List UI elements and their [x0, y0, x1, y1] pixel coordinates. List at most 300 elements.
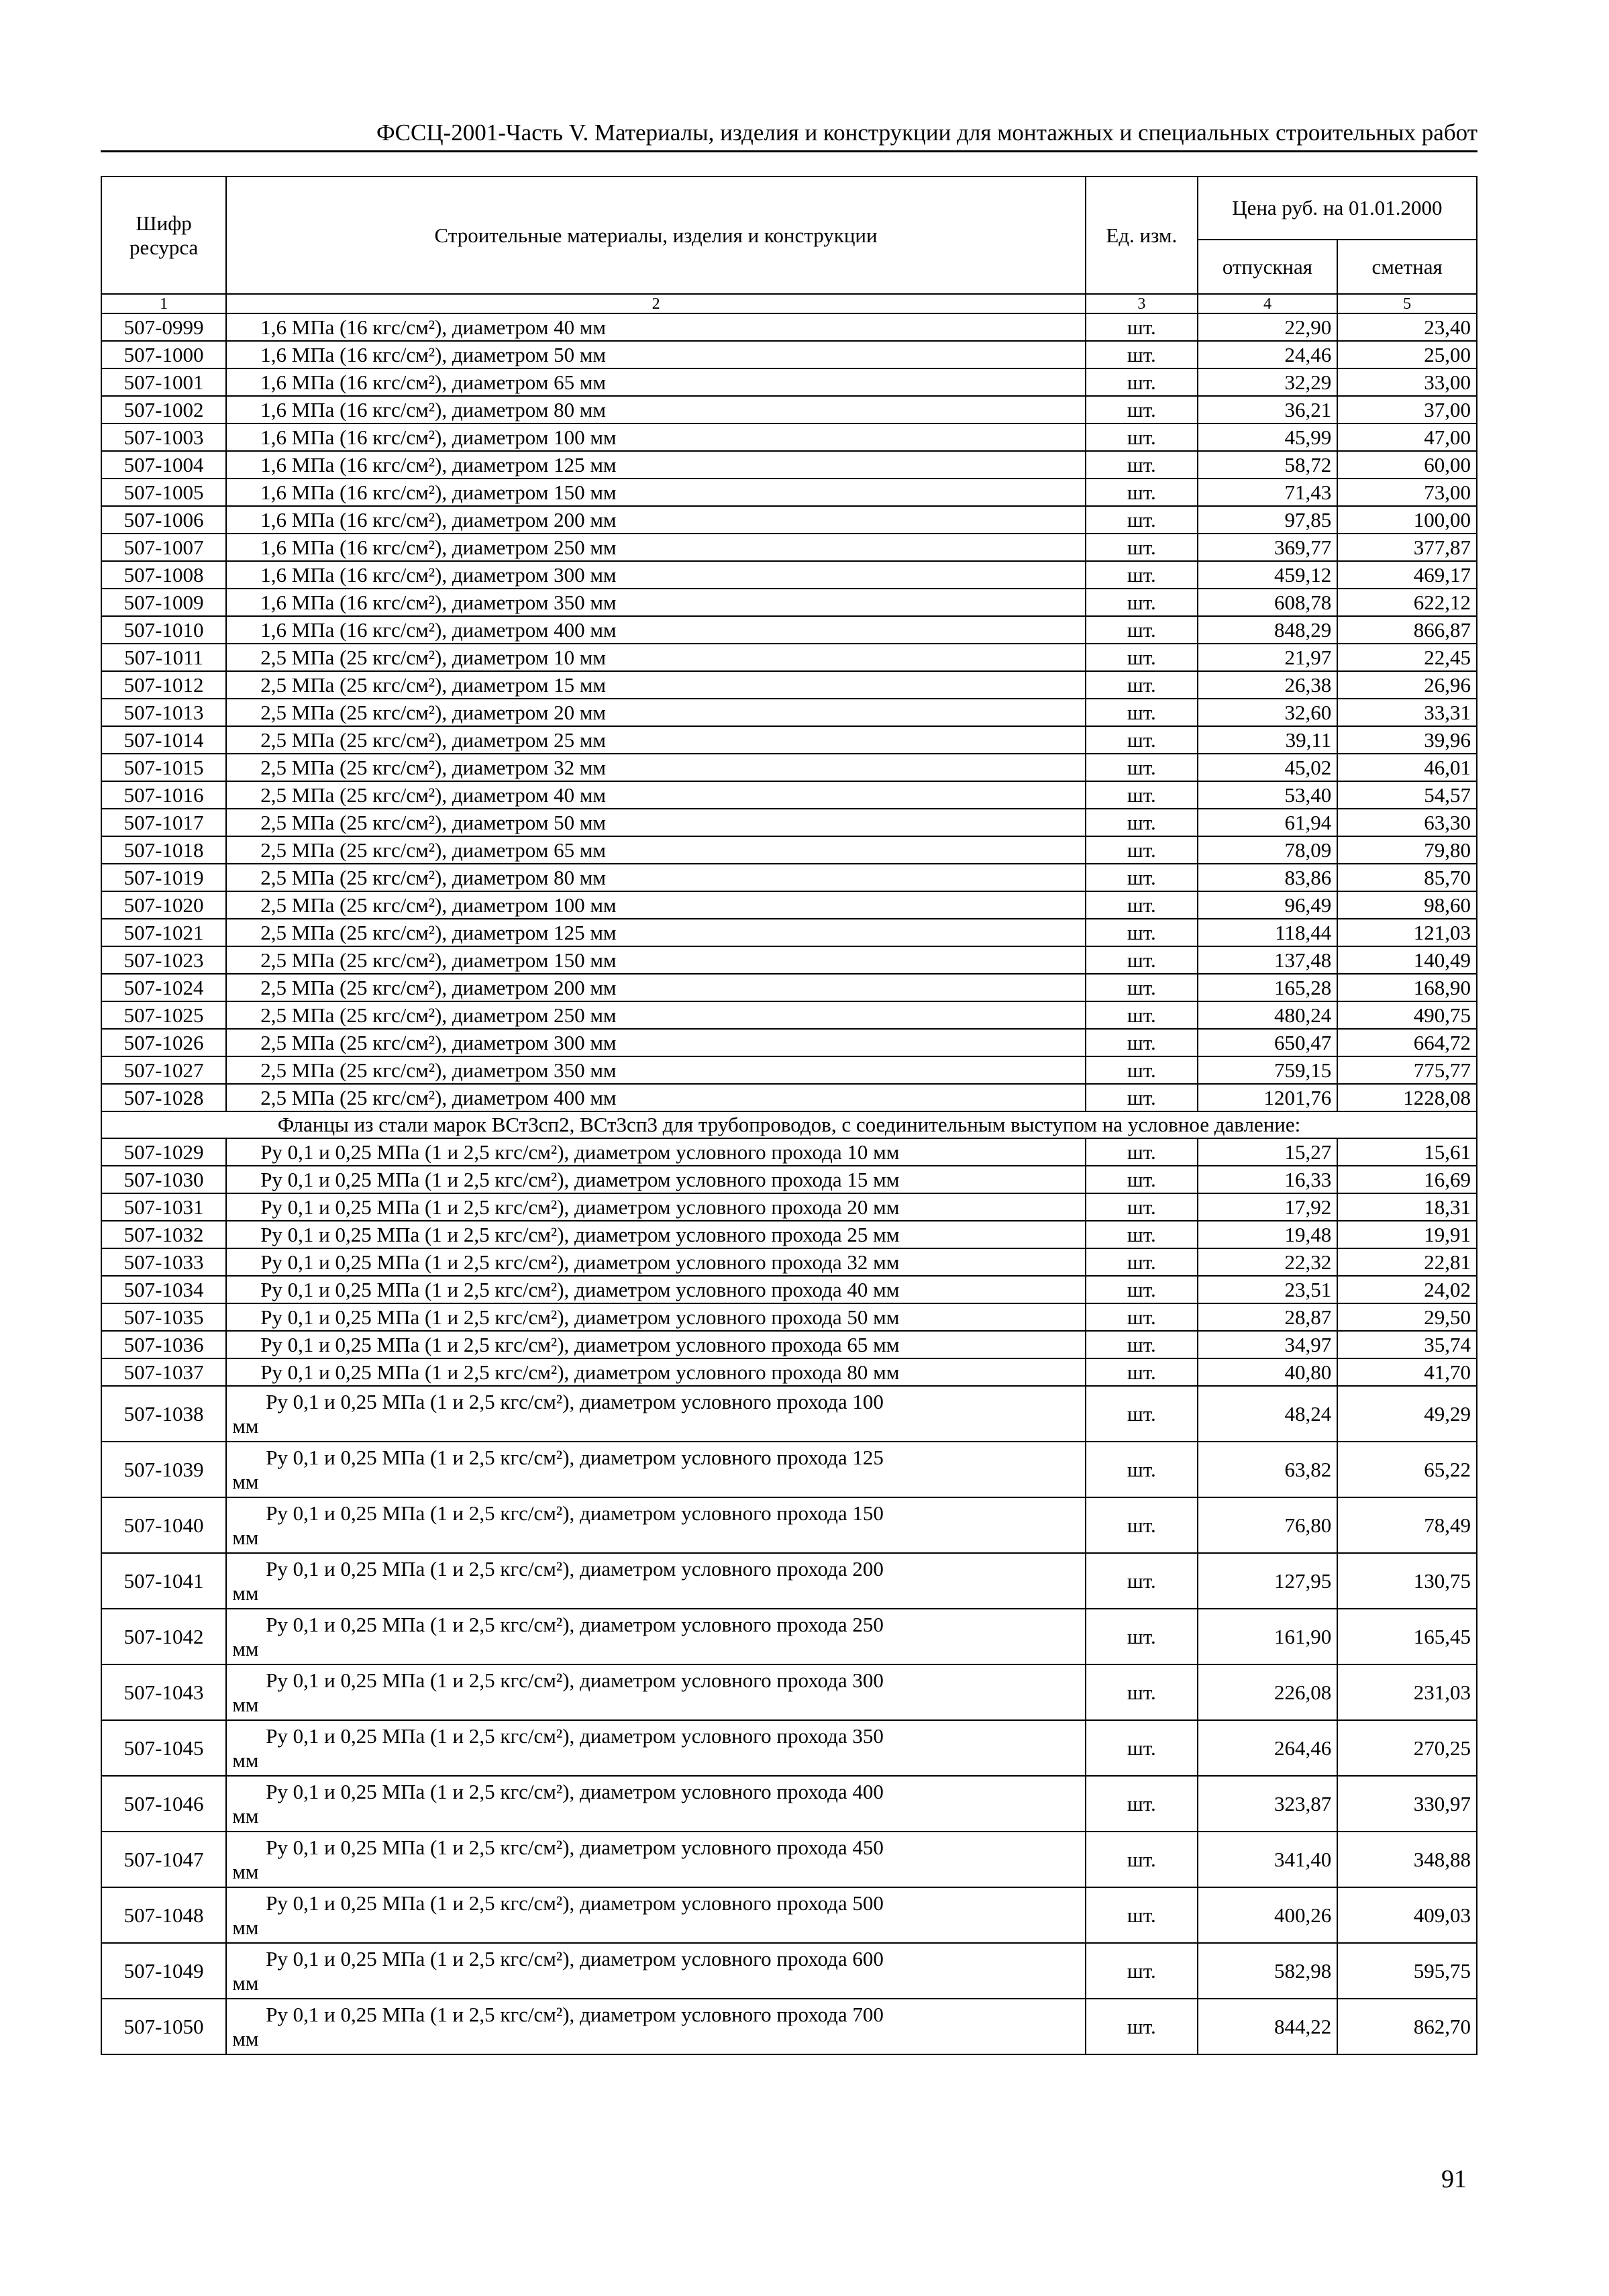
unit-of-measure: шт. — [1086, 699, 1198, 726]
description-line-1: Ру 0,1 и 0,25 МПа (1 и 2,5 кгс/см²), диаметром условного прохода 700 — [266, 2002, 884, 2026]
unit-of-measure: шт. — [1086, 1609, 1198, 1664]
table-row — [101, 809, 1477, 836]
estimate-price: 231,03 — [1337, 1664, 1477, 1720]
unit-of-measure: шт. — [1086, 1999, 1198, 2054]
estimate-price: 490,75 — [1337, 1001, 1477, 1029]
estimate-price: 168,90 — [1337, 974, 1477, 1001]
resource-code: 507-1025 — [101, 1001, 226, 1029]
unit-of-measure: шт. — [1086, 919, 1198, 946]
unit-of-measure: шт. — [1086, 1664, 1198, 1720]
table-row — [101, 1999, 1477, 2054]
estimate-price: 54,57 — [1337, 781, 1477, 809]
estimate-price: 39,96 — [1337, 726, 1477, 754]
estimate-price: 165,45 — [1337, 1609, 1477, 1664]
estimate-price: 37,00 — [1337, 396, 1477, 423]
resource-code: 507-1016 — [101, 781, 226, 809]
table-row — [101, 1386, 1477, 1442]
item-description: Ру 0,1 и 0,25 МПа (1 и 2,5 кгс/см²), диаметром условного прохода 32 мм — [226, 1248, 1086, 1276]
table-row — [101, 1609, 1477, 1664]
unit-of-measure: шт. — [1086, 396, 1198, 423]
unit-of-measure: шт. — [1086, 1084, 1198, 1111]
release-price: 22,90 — [1198, 313, 1338, 341]
estimate-price: 130,75 — [1337, 1553, 1477, 1609]
unit-of-measure: шт. — [1086, 1248, 1198, 1276]
table-row — [101, 836, 1477, 864]
release-price: 264,46 — [1198, 1720, 1338, 1776]
release-price: 459,12 — [1198, 561, 1338, 589]
resource-code: 507-1026 — [101, 1029, 226, 1056]
page-number: 91 — [1441, 2165, 1467, 2193]
table-row — [101, 368, 1477, 396]
unit-of-measure: шт. — [1086, 726, 1198, 754]
release-price: 21,97 — [1198, 644, 1338, 671]
resource-code: 507-1033 — [101, 1248, 226, 1276]
release-price: 53,40 — [1198, 781, 1338, 809]
table-row — [101, 781, 1477, 809]
table-row — [101, 616, 1477, 644]
item-description — [226, 1553, 1086, 1609]
release-price: 17,92 — [1198, 1193, 1338, 1221]
estimate-price: 33,00 — [1337, 368, 1477, 396]
description-line-2: мм — [232, 1970, 259, 1995]
estimate-price: 26,96 — [1337, 671, 1477, 699]
item-description: 1,6 МПа (16 кгс/см²), диаметром 100 мм — [226, 423, 1086, 451]
item-description: 1,6 МПа (16 кгс/см²), диаметром 200 мм — [226, 506, 1086, 534]
estimate-price: 73,00 — [1337, 479, 1477, 506]
estimate-price: 270,25 — [1337, 1720, 1477, 1776]
column-header-estimate-price: сметная — [1337, 240, 1477, 294]
release-price: 97,85 — [1198, 506, 1338, 534]
unit-of-measure: шт. — [1086, 1887, 1198, 1943]
description-line-2: мм — [232, 1413, 259, 1438]
release-price: 71,43 — [1198, 479, 1338, 506]
table-row — [101, 1664, 1477, 1720]
item-description: 2,5 МПа (25 кгс/см²), диаметром 10 мм — [226, 644, 1086, 671]
item-description: Ру 0,1 и 0,25 МПа (1 и 2,5 кгс/см²), диаметром условного прохода 15 мм — [226, 1166, 1086, 1193]
unit-of-measure: шт. — [1086, 313, 1198, 341]
table-row — [101, 1221, 1477, 1248]
unit-of-measure: шт. — [1086, 1358, 1198, 1386]
item-description: 2,5 МПа (25 кгс/см²), диаметром 350 мм — [226, 1056, 1086, 1084]
table-row — [101, 891, 1477, 919]
column-header-release-price: отпускная — [1198, 240, 1338, 294]
item-description: Ру 0,1 и 0,25 МПа (1 и 2,5 кгс/см²), диаметром условного прохода 80 мм — [226, 1358, 1086, 1386]
description-line-2: мм — [232, 1859, 259, 1883]
unit-of-measure: шт. — [1086, 1193, 1198, 1221]
unit-of-measure: шт. — [1086, 754, 1198, 781]
item-description: 2,5 МПа (25 кгс/см²), диаметром 20 мм — [226, 699, 1086, 726]
unit-of-measure: шт. — [1086, 423, 1198, 451]
estimate-price: 65,22 — [1337, 1442, 1477, 1497]
resource-code: 507-1032 — [101, 1221, 226, 1248]
estimate-price: 140,49 — [1337, 946, 1477, 974]
estimate-price: 121,03 — [1337, 919, 1477, 946]
release-price: 844,22 — [1198, 1999, 1338, 2054]
unit-of-measure: шт. — [1086, 1276, 1198, 1303]
release-price: 127,95 — [1198, 1553, 1338, 1609]
item-description: 2,5 МПа (25 кгс/см²), диаметром 300 мм — [226, 1029, 1086, 1056]
table-row — [101, 1497, 1477, 1553]
estimate-price: 16,69 — [1337, 1166, 1477, 1193]
description-line-2: мм — [232, 1803, 259, 1828]
resource-code: 507-1003 — [101, 423, 226, 451]
item-description: 1,6 МПа (16 кгс/см²), диаметром 400 мм — [226, 616, 1086, 644]
estimate-price: 33,31 — [1337, 699, 1477, 726]
column-number: 5 — [1337, 294, 1477, 313]
resource-code: 507-1009 — [101, 589, 226, 616]
resource-code: 507-1007 — [101, 534, 226, 561]
unit-of-measure: шт. — [1086, 1553, 1198, 1609]
unit-of-measure: шт. — [1086, 1943, 1198, 1999]
description-line-2: мм — [232, 1915, 259, 1939]
estimate-price: 664,72 — [1337, 1029, 1477, 1056]
estimate-price: 29,50 — [1337, 1303, 1477, 1331]
description-line-2: мм — [232, 1692, 259, 1716]
description-line-1: Ру 0,1 и 0,25 МПа (1 и 2,5 кгс/см²), диаметром условного прохода 100 — [266, 1389, 884, 1413]
table-row — [101, 671, 1477, 699]
estimate-price: 19,91 — [1337, 1221, 1477, 1248]
estimate-price: 23,40 — [1337, 313, 1477, 341]
item-description — [226, 1943, 1086, 1999]
resource-code: 507-1014 — [101, 726, 226, 754]
resource-code: 507-1047 — [101, 1832, 226, 1887]
table-row — [101, 1276, 1477, 1303]
resource-code: 507-1039 — [101, 1442, 226, 1497]
estimate-price: 775,77 — [1337, 1056, 1477, 1084]
estimate-price: 25,00 — [1337, 341, 1477, 368]
resource-code: 507-1036 — [101, 1331, 226, 1358]
estimate-price: 24,02 — [1337, 1276, 1477, 1303]
item-description — [226, 1999, 1086, 2054]
resource-code: 507-1041 — [101, 1553, 226, 1609]
table-row — [101, 1248, 1477, 1276]
item-description: 2,5 МПа (25 кгс/см²), диаметром 250 мм — [226, 1001, 1086, 1029]
release-price: 323,87 — [1198, 1776, 1338, 1832]
resource-code: 507-1048 — [101, 1887, 226, 1943]
estimate-price: 1228,08 — [1337, 1084, 1477, 1111]
release-price: 61,94 — [1198, 809, 1338, 836]
description-line-1: Ру 0,1 и 0,25 МПа (1 и 2,5 кгс/см²), диаметром условного прохода 250 — [266, 1612, 884, 1636]
table-row — [101, 1001, 1477, 1029]
resource-code: 507-1037 — [101, 1358, 226, 1386]
release-price: 582,98 — [1198, 1943, 1338, 1999]
item-description: 2,5 МПа (25 кгс/см²), диаметром 150 мм — [226, 946, 1086, 974]
resource-code: 507-1023 — [101, 946, 226, 974]
resource-code: 507-1019 — [101, 864, 226, 891]
resource-code: 507-1011 — [101, 644, 226, 671]
description-line-2: мм — [232, 1748, 259, 1772]
resource-code: 507-1050 — [101, 1999, 226, 2054]
estimate-price: 47,00 — [1337, 423, 1477, 451]
release-price: 369,77 — [1198, 534, 1338, 561]
column-header-code: Шифр ресурса — [101, 177, 226, 294]
resource-code: 507-1031 — [101, 1193, 226, 1221]
unit-of-measure: шт. — [1086, 1497, 1198, 1553]
unit-of-measure: шт. — [1086, 1776, 1198, 1832]
description-line-2: мм — [232, 2026, 259, 2050]
release-price: 650,47 — [1198, 1029, 1338, 1056]
unit-of-measure: шт. — [1086, 1056, 1198, 1084]
estimate-price: 60,00 — [1337, 451, 1477, 479]
table-row — [101, 1553, 1477, 1609]
table-row — [101, 1056, 1477, 1084]
estimate-price: 15,61 — [1337, 1138, 1477, 1166]
unit-of-measure: шт. — [1086, 946, 1198, 974]
description-line-1: Ру 0,1 и 0,25 МПа (1 и 2,5 кгс/см²), диаметром условного прохода 300 — [266, 1668, 884, 1692]
release-price: 76,80 — [1198, 1497, 1338, 1553]
item-description: 1,6 МПа (16 кгс/см²), диаметром 250 мм — [226, 534, 1086, 561]
estimate-price: 866,87 — [1337, 616, 1477, 644]
resource-code: 507-1049 — [101, 1943, 226, 1999]
estimate-price: 46,01 — [1337, 754, 1477, 781]
estimate-price: 63,30 — [1337, 809, 1477, 836]
release-price: 24,46 — [1198, 341, 1338, 368]
item-description: 1,6 МПа (16 кгс/см²), диаметром 125 мм — [226, 451, 1086, 479]
item-description — [226, 1887, 1086, 1943]
column-number: 3 — [1086, 294, 1198, 313]
resource-code: 507-1035 — [101, 1303, 226, 1331]
table-row — [101, 1720, 1477, 1776]
resource-code: 507-1005 — [101, 479, 226, 506]
table-row — [101, 1303, 1477, 1331]
resource-code: 507-1040 — [101, 1497, 226, 1553]
resource-code: 507-1012 — [101, 671, 226, 699]
description-line-1: Ру 0,1 и 0,25 МПа (1 и 2,5 кгс/см²), диаметром условного прохода 450 — [266, 1835, 884, 1859]
resource-code: 507-0999 — [101, 313, 226, 341]
table-row — [101, 561, 1477, 589]
release-price: 137,48 — [1198, 946, 1338, 974]
resource-code: 507-1043 — [101, 1664, 226, 1720]
table-row — [101, 699, 1477, 726]
item-description: Ру 0,1 и 0,25 МПа (1 и 2,5 кгс/см²), диаметром условного прохода 20 мм — [226, 1193, 1086, 1221]
unit-of-measure: шт. — [1086, 451, 1198, 479]
item-description: 2,5 МПа (25 кгс/см²), диаметром 200 мм — [226, 974, 1086, 1001]
estimate-price: 409,03 — [1337, 1887, 1477, 1943]
item-description: Ру 0,1 и 0,25 МПа (1 и 2,5 кгс/см²), диаметром условного прохода 65 мм — [226, 1331, 1086, 1358]
unit-of-measure: шт. — [1086, 1331, 1198, 1358]
table-row — [101, 506, 1477, 534]
item-description: 2,5 МПа (25 кгс/см²), диаметром 65 мм — [226, 836, 1086, 864]
resource-code: 507-1029 — [101, 1138, 226, 1166]
resource-code: 507-1004 — [101, 451, 226, 479]
table-row — [101, 341, 1477, 368]
resource-code: 507-1042 — [101, 1609, 226, 1664]
release-price: 19,48 — [1198, 1221, 1338, 1248]
item-description: 2,5 МПа (25 кгс/см²), диаметром 80 мм — [226, 864, 1086, 891]
table-row — [101, 396, 1477, 423]
column-number: 2 — [226, 294, 1086, 313]
unit-of-measure: шт. — [1086, 891, 1198, 919]
release-price: 226,08 — [1198, 1664, 1338, 1720]
item-description: 1,6 МПа (16 кгс/см²), диаметром 150 мм — [226, 479, 1086, 506]
table-row — [101, 946, 1477, 974]
resource-code: 507-1034 — [101, 1276, 226, 1303]
resource-code: 507-1020 — [101, 891, 226, 919]
unit-of-measure: шт. — [1086, 368, 1198, 396]
release-price: 48,24 — [1198, 1386, 1338, 1442]
release-price: 32,60 — [1198, 699, 1338, 726]
resource-code: 507-1021 — [101, 919, 226, 946]
table-row — [101, 919, 1477, 946]
item-description: Ру 0,1 и 0,25 МПа (1 и 2,5 кгс/см²), диаметром условного прохода 40 мм — [226, 1276, 1086, 1303]
description-line-1: Ру 0,1 и 0,25 МПа (1 и 2,5 кгс/см²), диаметром условного прохода 125 — [266, 1445, 884, 1469]
release-price: 34,97 — [1198, 1331, 1338, 1358]
table-row — [101, 1193, 1477, 1221]
release-price: 1201,76 — [1198, 1084, 1338, 1111]
unit-of-measure: шт. — [1086, 1138, 1198, 1166]
item-description: 2,5 МПа (25 кгс/см²), диаметром 15 мм — [226, 671, 1086, 699]
section-title: Фланцы из стали марок ВСт3сп2, ВСт3сп3 для трубопроводов, с соединительным выступом на условное давление: — [101, 1111, 1477, 1138]
description-line-1: Ру 0,1 и 0,25 МПа (1 и 2,5 кгс/см²), диаметром условного прохода 350 — [266, 1724, 884, 1748]
estimate-price: 18,31 — [1337, 1193, 1477, 1221]
release-price: 341,40 — [1198, 1832, 1338, 1887]
release-price: 16,33 — [1198, 1166, 1338, 1193]
release-price: 118,44 — [1198, 919, 1338, 946]
release-price: 161,90 — [1198, 1609, 1338, 1664]
description-line-2: мм — [232, 1525, 259, 1549]
item-description — [226, 1609, 1086, 1664]
item-description: 2,5 МПа (25 кгс/см²), диаметром 25 мм — [226, 726, 1086, 754]
release-price: 28,87 — [1198, 1303, 1338, 1331]
item-description: 1,6 МПа (16 кгс/см²), диаметром 300 мм — [226, 561, 1086, 589]
release-price: 63,82 — [1198, 1442, 1338, 1497]
unit-of-measure: шт. — [1086, 1442, 1198, 1497]
description-line-1: Ру 0,1 и 0,25 МПа (1 и 2,5 кгс/см²), диаметром условного прохода 400 — [266, 1779, 884, 1803]
item-description: 1,6 МПа (16 кгс/см²), диаметром 65 мм — [226, 368, 1086, 396]
estimate-price: 330,97 — [1337, 1776, 1477, 1832]
estimate-price: 469,17 — [1337, 561, 1477, 589]
resource-code: 507-1038 — [101, 1386, 226, 1442]
table-row — [101, 1887, 1477, 1943]
item-description: Ру 0,1 и 0,25 МПа (1 и 2,5 кгс/см²), диаметром условного прохода 50 мм — [226, 1303, 1086, 1331]
item-description: 1,6 МПа (16 кгс/см²), диаметром 80 мм — [226, 396, 1086, 423]
item-description — [226, 1442, 1086, 1497]
resource-code: 507-1027 — [101, 1056, 226, 1084]
table-row — [101, 1138, 1477, 1166]
release-price: 96,49 — [1198, 891, 1338, 919]
release-price: 608,78 — [1198, 589, 1338, 616]
unit-of-measure: шт. — [1086, 1720, 1198, 1776]
table-row — [101, 1943, 1477, 1999]
resource-code: 507-1046 — [101, 1776, 226, 1832]
table-row — [101, 1776, 1477, 1832]
section-row — [101, 1111, 1477, 1138]
description-line-1: Ру 0,1 и 0,25 МПа (1 и 2,5 кгс/см²), диаметром условного прохода 500 — [266, 1891, 884, 1915]
release-price: 39,11 — [1198, 726, 1338, 754]
resource-code: 507-1008 — [101, 561, 226, 589]
unit-of-measure: шт. — [1086, 1303, 1198, 1331]
resource-code: 507-1028 — [101, 1084, 226, 1111]
unit-of-measure: шт. — [1086, 974, 1198, 1001]
resource-code: 507-1002 — [101, 396, 226, 423]
item-description: 1,6 МПа (16 кгс/см²), диаметром 350 мм — [226, 589, 1086, 616]
unit-of-measure: шт. — [1086, 1386, 1198, 1442]
estimate-price: 85,70 — [1337, 864, 1477, 891]
release-price: 45,02 — [1198, 754, 1338, 781]
item-description — [226, 1720, 1086, 1776]
unit-of-measure: шт. — [1086, 589, 1198, 616]
item-description: 2,5 МПа (25 кгс/см²), диаметром 40 мм — [226, 781, 1086, 809]
table-row — [101, 1832, 1477, 1887]
page-header-title: ФССЦ-2001-Часть V. Материалы, изделия и конструкции для монтажных и специальных строительных работ — [101, 119, 1477, 152]
price-table — [101, 176, 1477, 2055]
description-line-1: Ру 0,1 и 0,25 МПа (1 и 2,5 кгс/см²), диаметром условного прохода 200 — [266, 1556, 884, 1581]
column-number: 1 — [101, 294, 226, 313]
item-description — [226, 1386, 1086, 1442]
estimate-price: 35,74 — [1337, 1331, 1477, 1358]
item-description: 2,5 МПа (25 кгс/см²), диаметром 50 мм — [226, 809, 1086, 836]
resource-code: 507-1017 — [101, 809, 226, 836]
table-row — [101, 423, 1477, 451]
release-price: 23,51 — [1198, 1276, 1338, 1303]
release-price: 26,38 — [1198, 671, 1338, 699]
table-row — [101, 1029, 1477, 1056]
estimate-price: 348,88 — [1337, 1832, 1477, 1887]
unit-of-measure: шт. — [1086, 479, 1198, 506]
unit-of-measure: шт. — [1086, 644, 1198, 671]
release-price: 480,24 — [1198, 1001, 1338, 1029]
item-description: 2,5 МПа (25 кгс/см²), диаметром 125 мм — [226, 919, 1086, 946]
item-description: 2,5 МПа (25 кгс/см²), диаметром 100 мм — [226, 891, 1086, 919]
unit-of-measure: шт. — [1086, 616, 1198, 644]
estimate-price: 22,81 — [1337, 1248, 1477, 1276]
unit-of-measure: шт. — [1086, 836, 1198, 864]
estimate-price: 41,70 — [1337, 1358, 1477, 1386]
release-price: 83,86 — [1198, 864, 1338, 891]
estimate-price: 49,29 — [1337, 1386, 1477, 1442]
release-price: 400,26 — [1198, 1887, 1338, 1943]
resource-code: 507-1015 — [101, 754, 226, 781]
release-price: 78,09 — [1198, 836, 1338, 864]
item-description: Ру 0,1 и 0,25 МПа (1 и 2,5 кгс/см²), диаметром условного прохода 10 мм — [226, 1138, 1086, 1166]
item-description — [226, 1832, 1086, 1887]
estimate-price: 79,80 — [1337, 836, 1477, 864]
table-row — [101, 644, 1477, 671]
table-row — [101, 534, 1477, 561]
estimate-price: 100,00 — [1337, 506, 1477, 534]
estimate-price: 862,70 — [1337, 1999, 1477, 2054]
unit-of-measure: шт. — [1086, 1221, 1198, 1248]
item-description — [226, 1664, 1086, 1720]
unit-of-measure: шт. — [1086, 506, 1198, 534]
resource-code: 507-1000 — [101, 341, 226, 368]
table-row — [101, 864, 1477, 891]
resource-code: 507-1030 — [101, 1166, 226, 1193]
description-line-2: мм — [232, 1581, 259, 1605]
item-description: Ру 0,1 и 0,25 МПа (1 и 2,5 кгс/см²), диаметром условного прохода 25 мм — [226, 1221, 1086, 1248]
unit-of-measure: шт. — [1086, 781, 1198, 809]
column-header-price: Цена руб. на 01.01.2000 — [1198, 177, 1477, 240]
unit-of-measure: шт. — [1086, 561, 1198, 589]
unit-of-measure: шт. — [1086, 341, 1198, 368]
release-price: 58,72 — [1198, 451, 1338, 479]
estimate-price: 78,49 — [1337, 1497, 1477, 1553]
resource-code: 507-1024 — [101, 974, 226, 1001]
item-description — [226, 1776, 1086, 1832]
item-description: 1,6 МПа (16 кгс/см²), диаметром 40 мм — [226, 313, 1086, 341]
column-header-name: Строительные материалы, изделия и конструкции — [226, 177, 1086, 294]
estimate-price: 98,60 — [1337, 891, 1477, 919]
description-line-2: мм — [232, 1469, 259, 1493]
release-price: 32,29 — [1198, 368, 1338, 396]
resource-code: 507-1001 — [101, 368, 226, 396]
release-price: 36,21 — [1198, 396, 1338, 423]
table-row — [101, 726, 1477, 754]
item-description — [226, 1497, 1086, 1553]
release-price: 40,80 — [1198, 1358, 1338, 1386]
unit-of-measure: шт. — [1086, 809, 1198, 836]
release-price: 165,28 — [1198, 974, 1338, 1001]
